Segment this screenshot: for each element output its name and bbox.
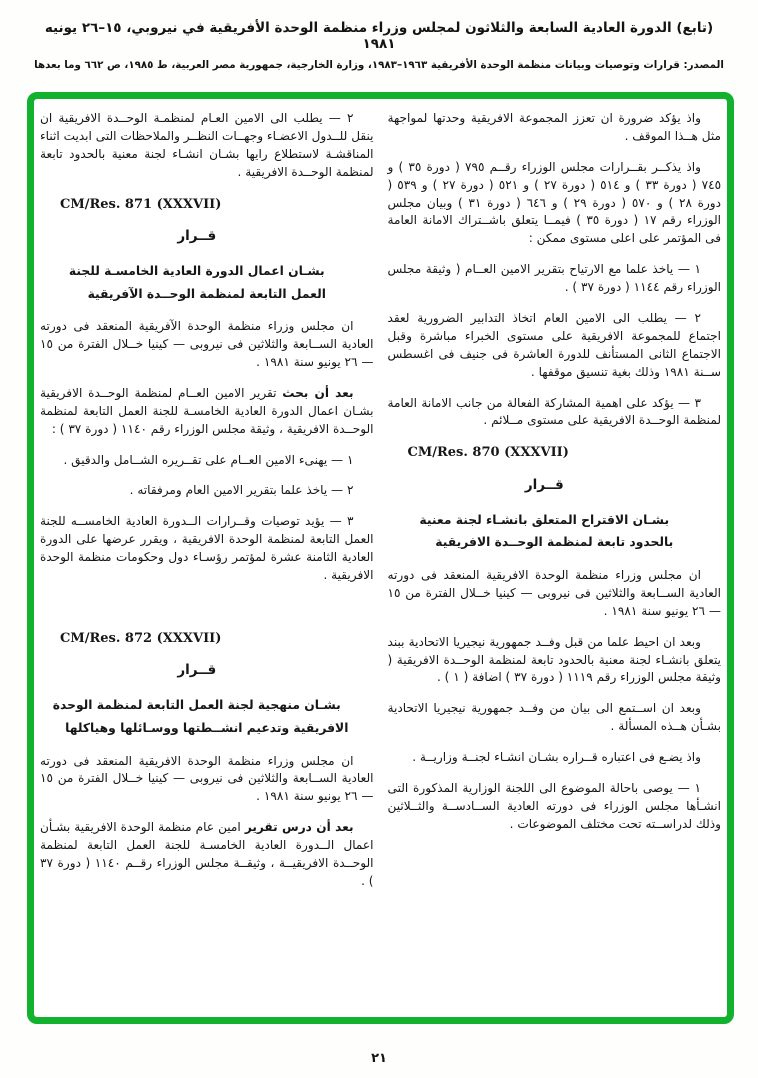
page-number: ٢١ [371,1051,387,1066]
decree-heading: قــرار [524,476,564,493]
clause: ٣ — يؤيد توصيات وقــرارات الــدورة العادية الخامســه للجنة العمل التابعة لمنظمة الوحدة الافريقية ، ويقرر عرضها على الدورة العادية الثامنة عشرة لمؤتمر رؤسـاء دول وحكومات منظمة الوحدة الافريقية . [40,514,374,583]
resolution-number-872: CM/Res. 872 (XXXVII) [60,630,222,646]
clause: ١ — يوصى باحالة الموضوع الى اللجنة الوزارية المذكورة التى انشـأها مجلس الوزراء فى دورته العادية الســادســة والثــلاثين وذلك لدراســته تحت مختلف الموضوعات . [387,781,721,831]
paragraph: واذ يؤكد ضرورة ان تعزز المجموعة الافريقية وحدتها لمواجهة مثل هــذا الموقف . [387,111,721,143]
decree-subtitle-line: بشـان الاقتراح المتعلق بانشـاء لجنة معنية [419,512,670,527]
paragraph-rest: امين عام منظمة الوحدة الافريقية بشـأن اعمال الــدورة العادية الخامسـة للجنة العمل التابعة لمنظمة الوحــدة الافريقيــة ، وثيقــة مجلس الوزراء رقــم ١١٤٠ ( دورة ٣٧ ) . [40,820,374,888]
resolution-number-871: CM/Res. 871 (XXXVII) [60,196,222,212]
column-right [388,110,722,1017]
header-source-line: المصدر: قرارات وتوصيات وبيانات منظمة الوحدة الأفريقية ١٩٦٣–١٩٨٣، وزارة الخارجية، جمهورية مصر العربية، ط ١٩٨٥، ص ٦٦٢ وما بعدها [34,59,724,71]
decree-subtitle [40,260,374,305]
paragraph: ان مجلس وزراء منظمة الوحدة الآفريقية المنعقد فى دورته العادية الســابعة والثلاثين فى نيروبى — كينيا خــلال الفترة من ١٥ — ٢٦ يونيو سنة ١٩٨١ . [40,319,374,370]
decree-subtitle [40,694,374,739]
decree-subtitle [388,509,722,554]
decree-subtitle-line: بالحدود تابعة لمنظمة الوحــدة الافريقية [435,535,674,550]
paragraph: وبعد ان اســتمع الى بيان من وفــد جمهورية نيجيريا الاتحادية بشـأن هــذه المسألة . [387,701,721,734]
header-session-title: (تابع) الدورة العادية السابعة والثلاثون لمجلس وزراء منظمة الوحدة الأفريقية في نيروبي، ١٥–٢٦ يونيه ١٩٨١ [44,20,714,52]
decree-subtitle-line: الافريقية وتدعيم انشــطتها ووسـائلها وهياكلها [65,720,349,735]
clause: ٣ — يؤكد على اهمية المشاركة الفعالة من جانب الامانة العامة لمنظمة الوحــدة الافريقية على مستوى مــلائم . [387,395,721,428]
paragraph-lead: بعد أن بحث [282,385,354,400]
paragraph-rest: تقرير الامين العــام لمنظمة الوحــدة الافريقية بشـان اعمال الدورة العادية الخامسـة للجنة العمل التابعة لمنظمة الوحــدة الافريقية ، وثيقة مجلس الوزراء رقم ١١٤٠ ( دورة ٣٧ ) : [40,385,374,436]
decree-subtitle-line: العمل التابعة لمنظمة الوحــدة الآفريقية [87,286,326,301]
clause: ٢ — يطلب الى الامين العام اتخاذ التدابير الضرورية لعقد اجتماع للمجموعة الافريقية على مستوى الخبراء مباشرة وقبل الاجتماع الثانى المستأنف للدورة العاشرة فى جنيف فى اغسطس ســنة ١٩٨١ وذلك بغية تنسيق موقفها . [387,311,721,379]
decree-heading: قــرار [177,662,217,679]
paragraph: ان مجلس وزراء منظمة الوحدة الافريقية المنعقد فى دورته العادية الســابعة والثلاثين فى نيروبى — كينيا خــلال الفترة من ١٥ — ٢٦ يونيو سنة ١٩٨١ . [40,753,374,804]
content-frame [27,92,734,1024]
clause: ١ — يهنىء الامين العــام على تقــريره الشــامل والدقيق . [63,452,354,467]
clause: ٢ — ياخذ علما بتقرير الامين العام ومرفقاته . [129,483,354,498]
paragraph: وبعد ان احيط علما من قبل وفــد جمهورية نيجيريا الاتحادية ببند يتعلق بانشـاء لجنة معنية بالحدود تابعة لمنظمة الوحــدة الافريقية ( وثيقة مجلس الوزراء رقم ١١١٩ ( دورة ٣٧ ) اضافة ( ١ ) . [387,634,721,685]
paragraph [40,819,374,891]
decree-subtitle-line: بشـان منهجية لجنة العمل التابعة لمنظمة الوحدة [52,698,341,713]
decree-heading: قــرار [177,227,217,244]
paragraph [40,385,374,439]
resolution-number-870: CM/Res. 870 (XXXVII) [407,445,569,461]
decree-subtitle-line: بشـان اعمال الدورة العادية الخامسـة للجنة [68,263,325,278]
column-left [40,110,374,1017]
page-header [0,20,758,71]
clause: ١ — ياخذ علما مع الارتياح بتقرير الامين العــام ( وثيقة مجلس الوزراء رقم ١١٤٤ ( دورة ٣٧ ) . [387,262,721,295]
paragraph: ان مجلس وزراء منظمة الوحدة الافريقية المنعقد فى دورته العادية الســابعة والثلاثين فى نيروبى — كينيا خــلال الفترة من ١٥ — ٢٦ يونيو سنة ١٩٨١ . [387,568,721,618]
paragraph: واذ يذكــر بقــرارات مجلس الوزراء رقــم ٧٩٥ ( دورة ٣٥ ) و ٧٤٥ ( دورة ٣٣ ) و ٥١٤ ( دورة ٢٧ ) و ٥٢١ ( دورة ٢٧ ) و ٥٣٩ ( دورة ٢٨ ) و ٥٧٠ ( دورة ٢٩ ) و ٦٤٦ ( دورة ٣١ ) وبيان مجلس الوزراء رقم ١٧ ( دورة ٣٥ ) فيمــا يتعلق باشــتراك الامانة العامة فى المؤتمر على اعلى مستوى ممكن : [387,159,722,246]
clause: ٢ — يطلب الى الامين العـام لمنظمـة الوحــدة الافريقية ان ينقل للــدول الاعضـاء وجهــات النظــر والملاحظات التى ابديت اثناء المناقشـة لاستطلاع رايها بشـان انشـاء لجنة معنية بالحدود تابعة لمنظمة الوحــدة الافريقية . [40,111,374,179]
paragraph: واذ يضـع فى اعتباره قــراره بشـان انشـاء لجنــة وزاريــة . [412,750,701,765]
paragraph-lead: بعد أن درس تقرير [244,820,354,835]
